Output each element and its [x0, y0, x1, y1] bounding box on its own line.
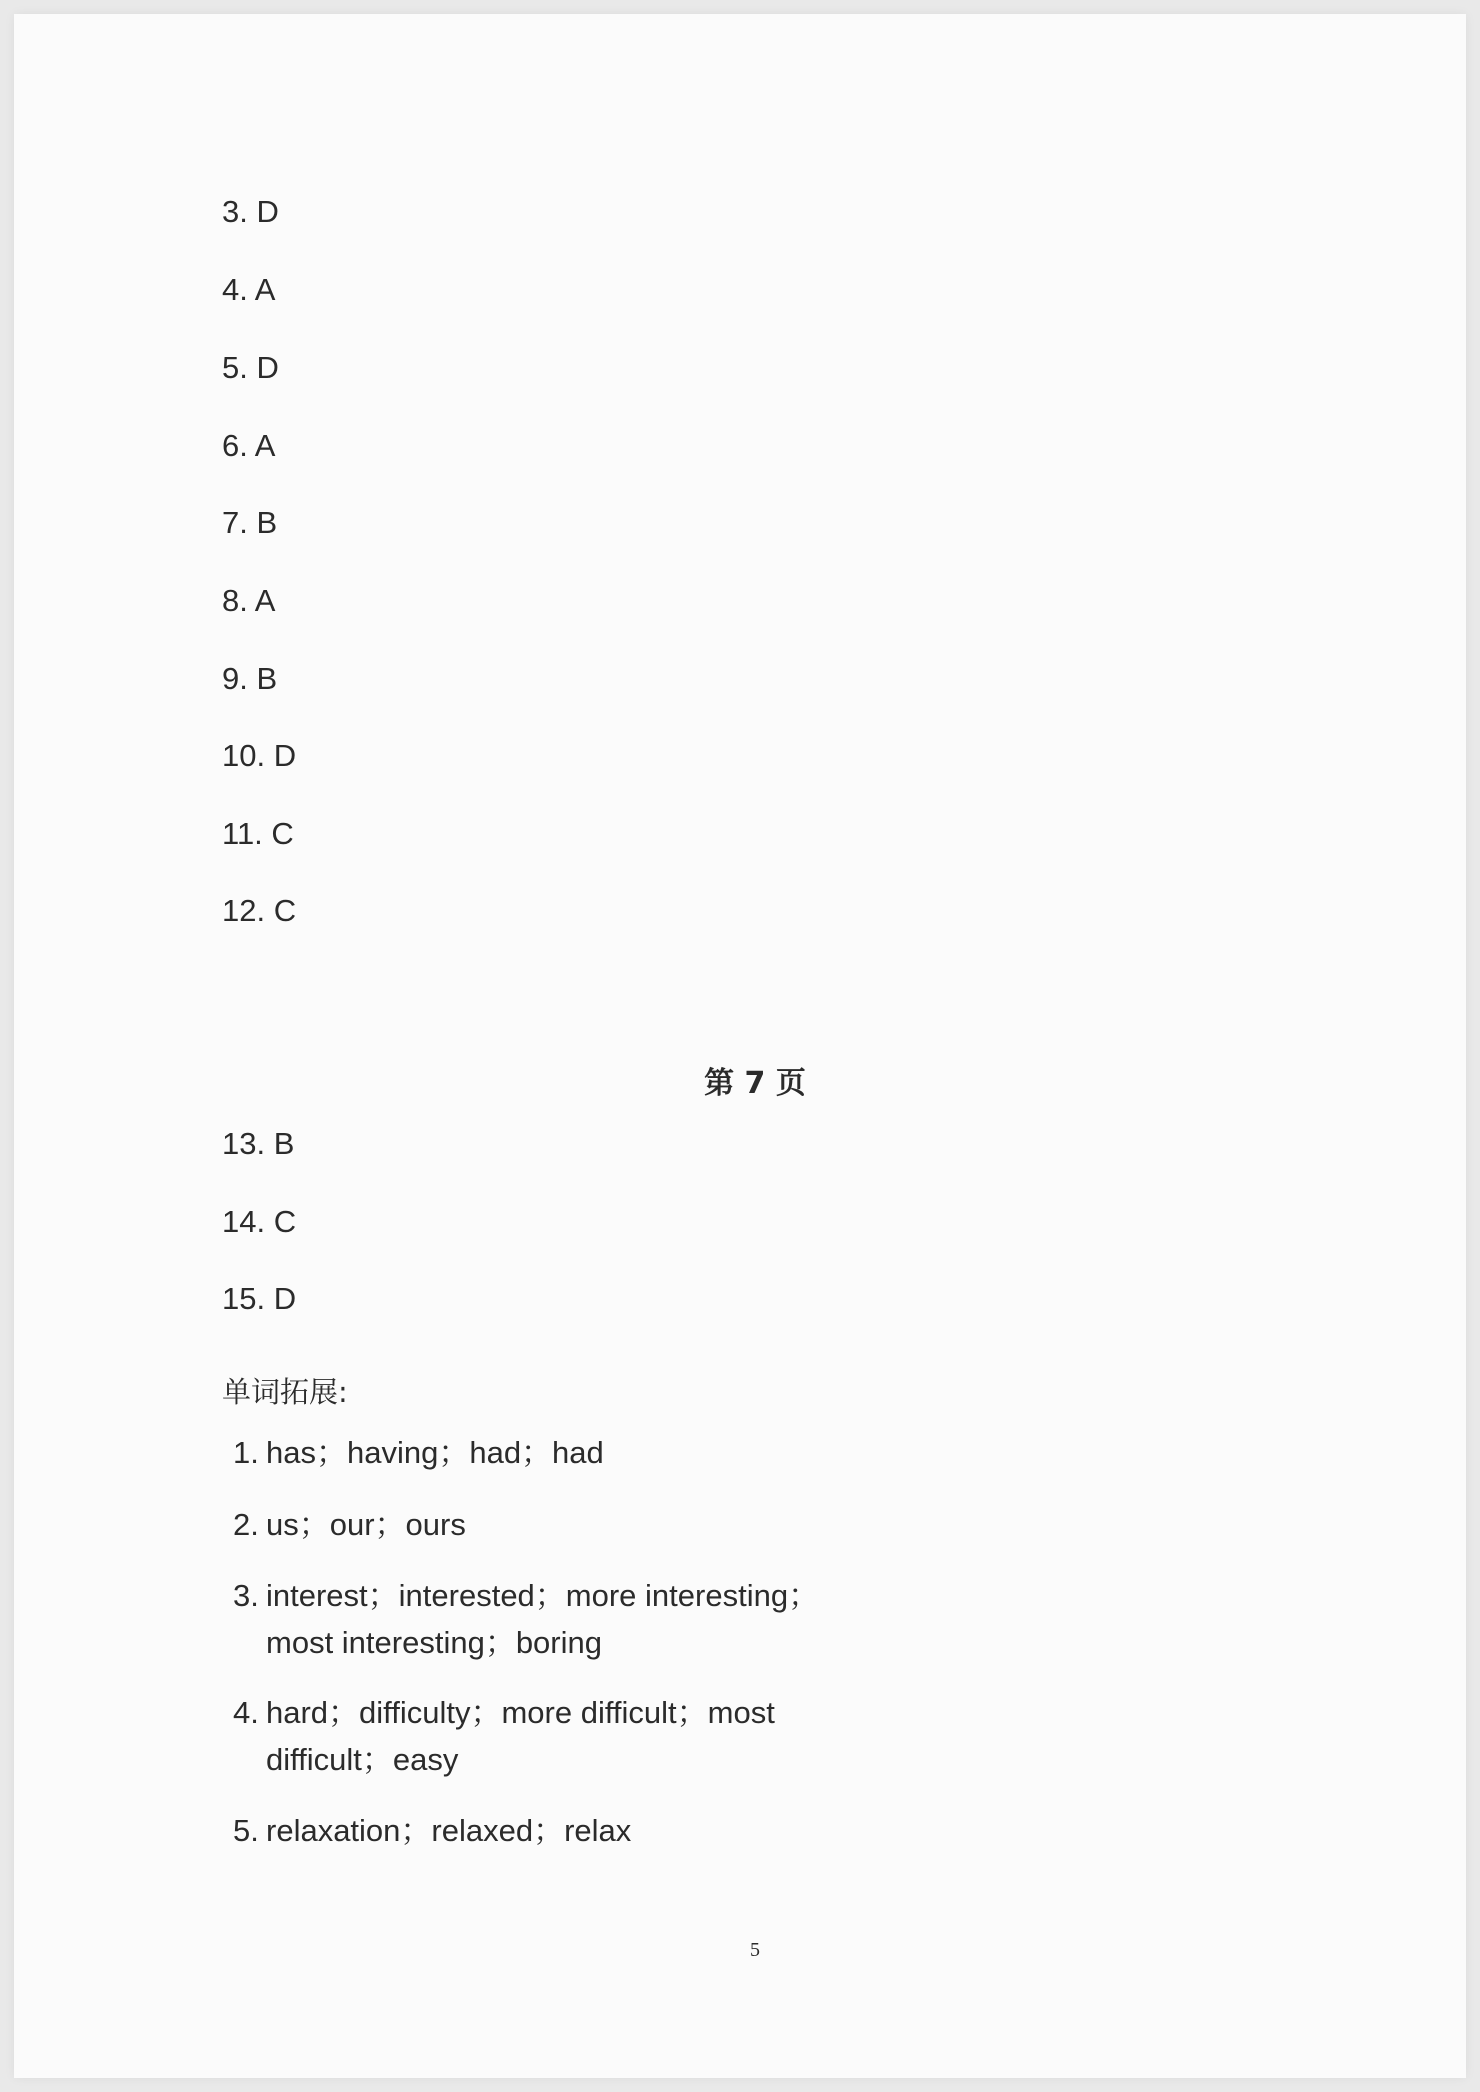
answer-item-7: 7. B [222, 505, 278, 540]
page-content [14, 14, 1466, 2078]
vocab-item-text-line-2: difficult；easy [266, 1742, 459, 1777]
vocab-item-number: 2. [233, 1507, 259, 1542]
vocab-item-4 [233, 1689, 873, 1783]
answer-item-6: 6. A [222, 428, 276, 463]
vocab-item-2 [233, 1501, 873, 1548]
vocab-item-text-line-2: most interesting；boring [266, 1625, 602, 1660]
answer-item-15: 15. D [222, 1281, 297, 1316]
answer-item-14: 14. C [222, 1204, 297, 1239]
vocab-item-text: relaxation；relaxed；relax [266, 1813, 632, 1848]
page-number: 5 [750, 1939, 760, 1961]
vocab-item-3 [233, 1572, 873, 1666]
vocab-item-text-line-1: interest；interested；more interesting； [266, 1578, 820, 1613]
vocab-item-number: 1. [233, 1435, 259, 1470]
vocab-item-text: us；our；ours [266, 1507, 466, 1542]
vocab-item-5 [233, 1807, 873, 1854]
answer-item-11: 11. C [222, 816, 294, 851]
vocab-item-text: has；having；had；had [266, 1435, 604, 1470]
vocab-item-text-line-1: hard；difficulty；more difficult；most [266, 1695, 775, 1730]
answer-item-5: 5. D [222, 350, 279, 385]
vocab-item-number: 5. [233, 1813, 259, 1848]
section-heading: 第 7 页 [704, 1066, 806, 1101]
answer-item-3: 3. D [222, 194, 279, 229]
answer-item-9: 9. B [222, 661, 278, 696]
answer-item-13: 13. B [222, 1126, 295, 1161]
answer-item-8: 8. A [222, 583, 276, 618]
answer-item-10: 10. D [222, 738, 297, 773]
document-page [14, 14, 1466, 2078]
answer-item-4: 4. A [222, 272, 276, 307]
answer-item-12: 12. C [222, 893, 297, 928]
vocab-section-label: 单词拓展: [222, 1375, 348, 1409]
vocab-item-number: 4. [233, 1695, 259, 1730]
vocab-item-1 [233, 1429, 873, 1476]
vocab-item-number: 3. [233, 1578, 259, 1613]
